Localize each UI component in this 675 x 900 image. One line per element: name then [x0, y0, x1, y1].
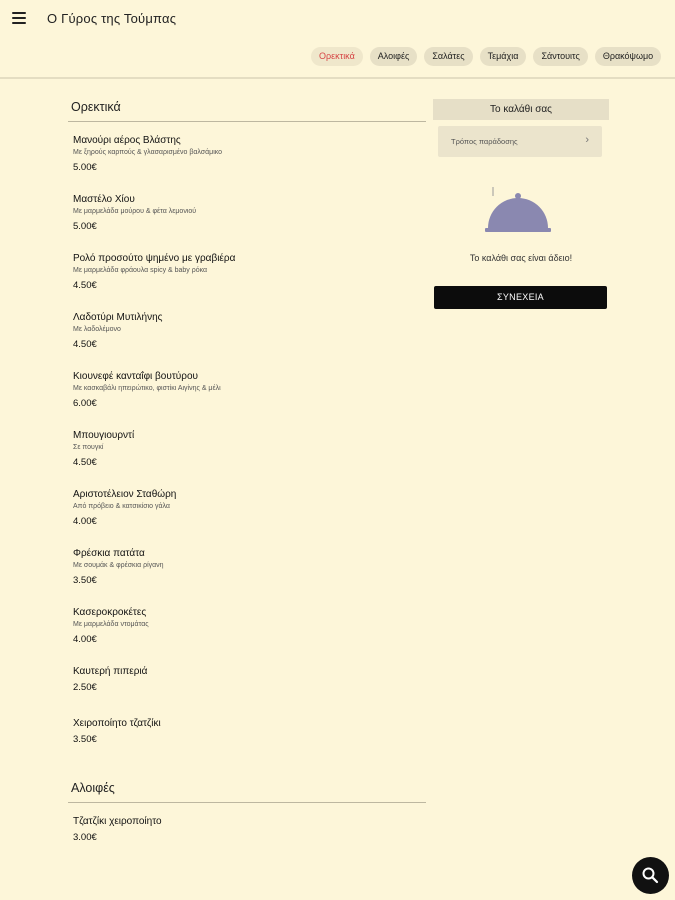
menu-item[interactable]: [68, 711, 426, 763]
item-price: 5.00€: [73, 162, 97, 173]
item-description: Με μαρμελάδα μούρου & φέτα λεμονιού: [73, 208, 197, 215]
menu-item[interactable]: [68, 541, 426, 600]
item-price: 4.50€: [73, 280, 97, 291]
menu-item[interactable]: [68, 246, 426, 305]
item-price: 2.50€: [73, 682, 97, 693]
app-bar: [0, 0, 675, 38]
item-name: Μπουγιουρντί: [73, 430, 135, 441]
item-name: Λαδοτύρι Μυτιλήνης: [73, 312, 163, 323]
menu-item[interactable]: [68, 364, 426, 423]
delivery-method-selector[interactable]: [438, 126, 602, 157]
menu-item[interactable]: [68, 423, 426, 482]
tab-santouits[interactable]: Σάντουιτς: [533, 47, 587, 66]
item-description: Από πρόβειο & κατσικίσιο γάλα: [73, 503, 170, 510]
item-name: Κασεροκροκέτες: [73, 607, 147, 618]
item-description: Με ξηρούς καρπούς & γλασαρισμένο βαλσάμικο: [73, 149, 223, 156]
chevron-right-icon: ›: [585, 134, 589, 146]
menu-list: [68, 92, 426, 861]
cart-panel: [433, 99, 609, 302]
app-title: Ο Γύρος της Τούμπας: [47, 11, 177, 26]
tab-salates[interactable]: Σαλάτες: [424, 47, 472, 66]
item-description: Σε πουγκί: [73, 444, 104, 451]
item-name: Κιουνεφέ κανταΐφι βουτύρου: [73, 371, 198, 382]
tab-thrakopsomo[interactable]: Θρακόψωμο: [595, 47, 661, 66]
section-title: Αλοιφές: [68, 773, 426, 803]
item-description: Με μαρμελάδα φράουλα spicy & baby ρόκα: [73, 267, 208, 274]
search-button[interactable]: [632, 857, 669, 894]
item-description: Με κασκαβάλι ηπειρώτικο, φιστίκι Αιγίνης & μέλι: [73, 385, 221, 392]
item-price: 3.50€: [73, 734, 97, 745]
tab-orektika[interactable]: Ορεκτικά: [311, 47, 363, 66]
item-name: Φρέσκια πατάτα: [73, 548, 145, 559]
item-name: Ρολό προσούτο ψημένο με γραβιέρα: [73, 253, 236, 264]
menu-item[interactable]: [68, 482, 426, 541]
item-price: 5.00€: [73, 221, 97, 232]
cloche-icon: [483, 184, 553, 239]
hamburger-menu-icon[interactable]: [12, 12, 26, 24]
header-divider: [0, 77, 675, 79]
item-price: 4.00€: [73, 516, 97, 527]
item-name: Χειροποίητο τζατζίκι: [73, 718, 161, 729]
item-description: Με λαδολέμονο: [73, 326, 121, 333]
item-name: Μαστέλο Χίου: [73, 194, 135, 205]
tab-aloifes[interactable]: Αλοιφές: [370, 47, 418, 66]
cart-title: Το καλάθι σας: [433, 99, 609, 120]
item-description: Με σουμάκ & φρέσκια ρίγανη: [73, 562, 164, 569]
item-name: Αριστοτέλειον Σταθώρη: [73, 489, 177, 500]
item-price: 3.00€: [73, 832, 97, 843]
section-title: Ορεκτικά: [68, 92, 426, 122]
menu-item[interactable]: [68, 128, 426, 187]
category-tabs: [0, 38, 675, 76]
item-price: 6.00€: [73, 398, 97, 409]
item-name: Τζατζίκι χειροποίητο: [73, 816, 162, 827]
delivery-method-label: Τρόπος παράδοσης: [451, 137, 518, 146]
item-price: 3.50€: [73, 575, 97, 586]
search-icon: [632, 857, 669, 894]
item-name: Καυτερή πιπεριά: [73, 666, 148, 677]
menu-item[interactable]: [68, 659, 426, 711]
item-price: 4.50€: [73, 339, 97, 350]
item-name: Μανούρι αέρος Βλάστης: [73, 135, 181, 146]
item-price: 4.00€: [73, 634, 97, 645]
menu-item[interactable]: [68, 600, 426, 659]
menu-item[interactable]: [68, 809, 426, 861]
item-description: Με μαρμελάδα ντομάτας: [73, 621, 149, 628]
menu-item[interactable]: [68, 305, 426, 364]
continue-button[interactable]: ΣΥΝΕΧΕΙΑ: [434, 286, 607, 309]
menu-item[interactable]: [68, 187, 426, 246]
tab-temaxia[interactable]: Τεμάχια: [480, 47, 527, 66]
empty-cart-text: Το καλάθι σας είναι άδειο!: [469, 253, 573, 263]
item-price: 4.50€: [73, 457, 97, 468]
